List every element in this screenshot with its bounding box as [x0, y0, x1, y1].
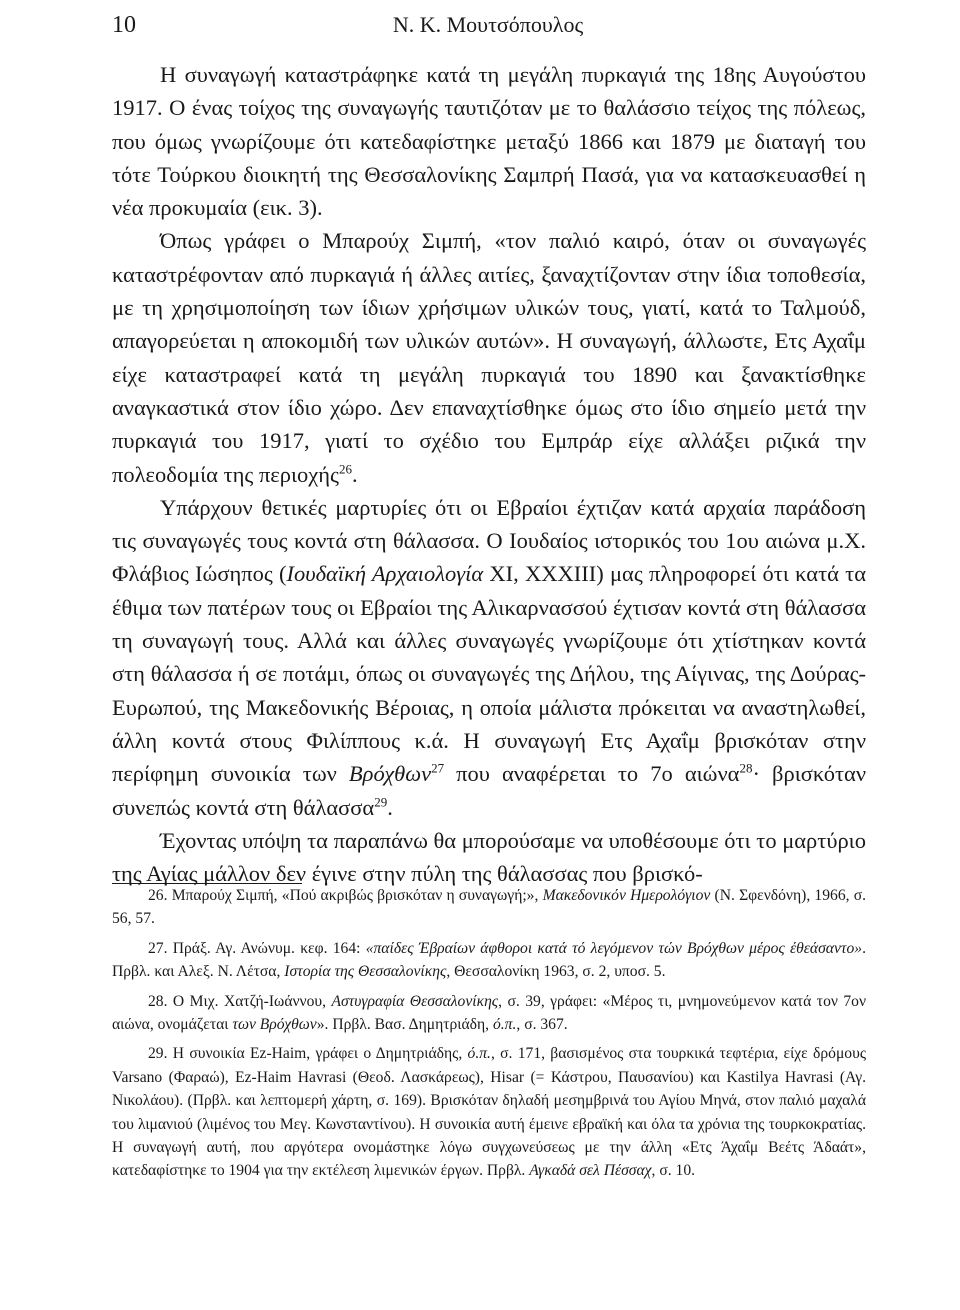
footnote-27 [112, 937, 866, 984]
paragraph-2-end: . [351, 461, 358, 487]
footnote-ref-28[interactable]: 28 [739, 760, 753, 776]
footnote-29-text-a: 29. Η συνοικία Ez-Haim, γράφει ο Δημητριάδης, [148, 1045, 468, 1063]
paragraph-2 [112, 224, 866, 490]
place-name-italic: Βρόχθων [348, 761, 432, 787]
footnote-ref-29[interactable]: 29 [374, 794, 388, 810]
footnote-28-title-italic: Αστυγραφία Θεσσαλονίκης [331, 992, 499, 1010]
footnote-27-title-italic: Ιστορία της Θεσσαλονίκης [284, 963, 447, 981]
footnote-28-text-b: , σ. 39, γράφει: «Μέρος τι, μνημονεύμενον κατά τον 7ον αιώνα, ονομάζεται [112, 992, 867, 1034]
footnote-28-op-cit-italic: ό.π. [492, 1016, 517, 1034]
footnote-28-text-c: ». Πρβλ. Βασ. Δημητριάδη, [316, 1016, 493, 1034]
paragraph-4: Έχοντας υπόψη τα παραπάνω θα μπορούσαμε να υποθέσουμε ότι το μαρτύριο της Αγίας μάλλον δεν έγινε στην πύλη της θάλασσας που βρισκό- [112, 827, 866, 887]
page-number: 10 [112, 12, 136, 38]
footnote-29-text-c: , σ. 10. [651, 1162, 696, 1180]
footnote-26-italic: Μακεδονικόν Ημερολόγιον [542, 887, 711, 904]
main-text [112, 58, 866, 890]
footnote-ref-27[interactable]: 27 [431, 760, 445, 776]
footnote-26-text-b: (Ν. Σφενδόνη), 1966, σ. 56, 57. [112, 887, 867, 928]
footnote-26 [112, 884, 866, 931]
paragraph-3-text-b: XI, XXXIII) μας πληροφορεί ότι κατά τα έθιμα των πατέρων τους οι Εβραίοι της Αλικαρνασσού έχτισαν κοντά στη θάλασσα τη συναγωγή τους. Αλλά και άλλες συναγωγές γνωρίζουμε ότι χτίστηκαν κοντά στη θάλασσα ή σε ποτάμι, όπως οι συναγωγές της Δήλου, της Αίγινας, της Δούρας-Ευρωπού, της Μακεδονικής Βέροιας, η οποία μάλιστα πρόκειται να αναστηλωθεί, άλλη κοντά στους Φιλίππους κ.ά. Η συναγωγή Ετς Αχαΐμ βρισκόταν στην περίφημη συνοικία των [112, 561, 866, 787]
footnote-26-text-a: 26. Μπαρούχ Σιμπή, «Πού ακριβώς βρισκόταν η συναγωγή;», [148, 887, 543, 904]
paragraph-3-end: . [387, 794, 393, 820]
footnote-29 [112, 1042, 866, 1182]
footnotes [112, 884, 866, 1183]
running-head-author: Ν. Κ. Μουτσόπουλος [392, 12, 584, 37]
page-header [112, 12, 864, 52]
footnote-28-text-a: 28. Ο Μιχ. Χατζή-Ιωάννου, [148, 992, 332, 1010]
footnote-29-text-b: , σ. 171, βασισμένος στα τουρκικά τεφτέρια, είχε δρόμους Varsano (Φαραώ), Ez-Haim Havrasi (Θεοδ. Λασκάρεως), Hisar (= Κάστρου, Παυσανίου) και Kastilya Havrasi (Αγ. Νικολάου). (Πρβλ. και λεπτομερή χάρτη, σ. 169). Βρισκόταν δηλαδή μεσημβρινά του Αγίου Μηνά, στον παλιό μαχαλά του λιμανιού (λιμένος του Μεγ. Κωνσταντίνου). Η συνοικία αυτή έμεινε εβραϊκή και όλα τα χρόνια της τουρκοκρατίας. Η συναγωγή αυτή, που αργότερα ονομάστηκε λόγω συγχωνεύσεως με την άλλη «Ετς Άχαΐμ Βεέτς Άδαάτ», κατεδαφίστηκε το 1904 για την εκτέλεση λιμενικών έργων. Πρβλ. [112, 1045, 866, 1180]
footnote-ref-26[interactable]: 26 [338, 461, 352, 477]
footnote-27-text-b: . Πρβλ. και Αλεξ. Ν. Λέτσα, [112, 939, 866, 981]
footnote-29-title-italic: Αγκαδά σελ Πέσσαχ [529, 1162, 652, 1180]
paragraph-3-text-c: που αναφέρεται το 7ο αιώνα [444, 761, 740, 787]
paragraph-3-text-d: · βρισκόταν συνεπώς κοντά στη θάλασσα [112, 761, 866, 820]
paragraph-3-text-a: Υπάρχουν θετικές μαρτυρίες ότι οι Εβραίοι έχτιζαν κατά αρχαία παράδοση τις συναγωγές τους κοντά στη θάλασσα. Ο Ιουδαίος ιστορικός του 1ου αιώνα μ.Χ. Φλάβιος Ιώσηπος ( [112, 494, 866, 587]
work-title-italic: Ιουδαϊκή Αρχαιολογία [286, 561, 484, 587]
footnote-29-op-cit-italic: ό.π. [467, 1045, 491, 1063]
paragraph-2-text: Όπως γράφει ο Μπαρούχ Σιμπή, «τον παλιό καιρό, όταν οι συναγωγές καταστρέφονταν από πυρκαγιά ή άλλες αιτίες, ξαναχτίζονταν στην ίδια τοποθεσία, με τη χρησιμοποίηση των ίδιων χρήσιμων υλικών τους, γιατί, κατά το Ταλμούδ, απαγορεύεται η αποκομιδή των υλικών αυτών». Η συναγωγή, άλλωστε, Ετς Αχαΐμ είχε καταστραφεί κατά τη μεγάλη πυρκαγιά του 1890 και ξανακτίσθηκε αναγκαστικά στον ίδιο χώρο. Δεν επαναχτίσθηκε όμως στο ίδιο σημείο μετά την πυρκαγιά του 1917, γιατί το σχέδιο του Εμπράρ είχε αλλάξει ριζικά την πολεοδομία της περιοχής [112, 228, 866, 487]
footnote-27-text-a: 27. Πράξ. Αγ. Ανώνυμ. κεφ. 164: [148, 939, 366, 957]
footnote-28-text-d: , σ. 367. [516, 1016, 568, 1034]
footnote-27-quote-italic: «παίδες Έβραίων άφθοροι κατά τό λεγόμενον τών Βρόχθων μέρος έθεάσαντο» [365, 939, 863, 957]
footnote-28-quote-italic: των Βρόχθων [232, 1016, 317, 1034]
footnote-27-text-c: , Θεσσαλονίκη 1963, σ. 2, υποσ. 5. [446, 963, 666, 981]
paragraph-1: Η συναγωγή καταστράφηκε κατά τη μεγάλη πυρκαγιά της 18ης Αυγούστου 1917. Ο ένας τοίχος της συναγωγής ταυτιζόταν με το θαλάσσιο τείχος της πόλεως, που όμως γνωρίζουμε ότι κατεδαφίστηκε μεταξύ 1866 και 1879 με διαταγή του τότε Τούρκου διοικητή της Θεσσαλονίκης Σαμπρή Πασά, για να κατασκευασθεί η νέα προκυμαία (εικ. 3). [112, 62, 866, 221]
paragraph-3 [112, 491, 866, 824]
footnote-28 [112, 990, 866, 1037]
